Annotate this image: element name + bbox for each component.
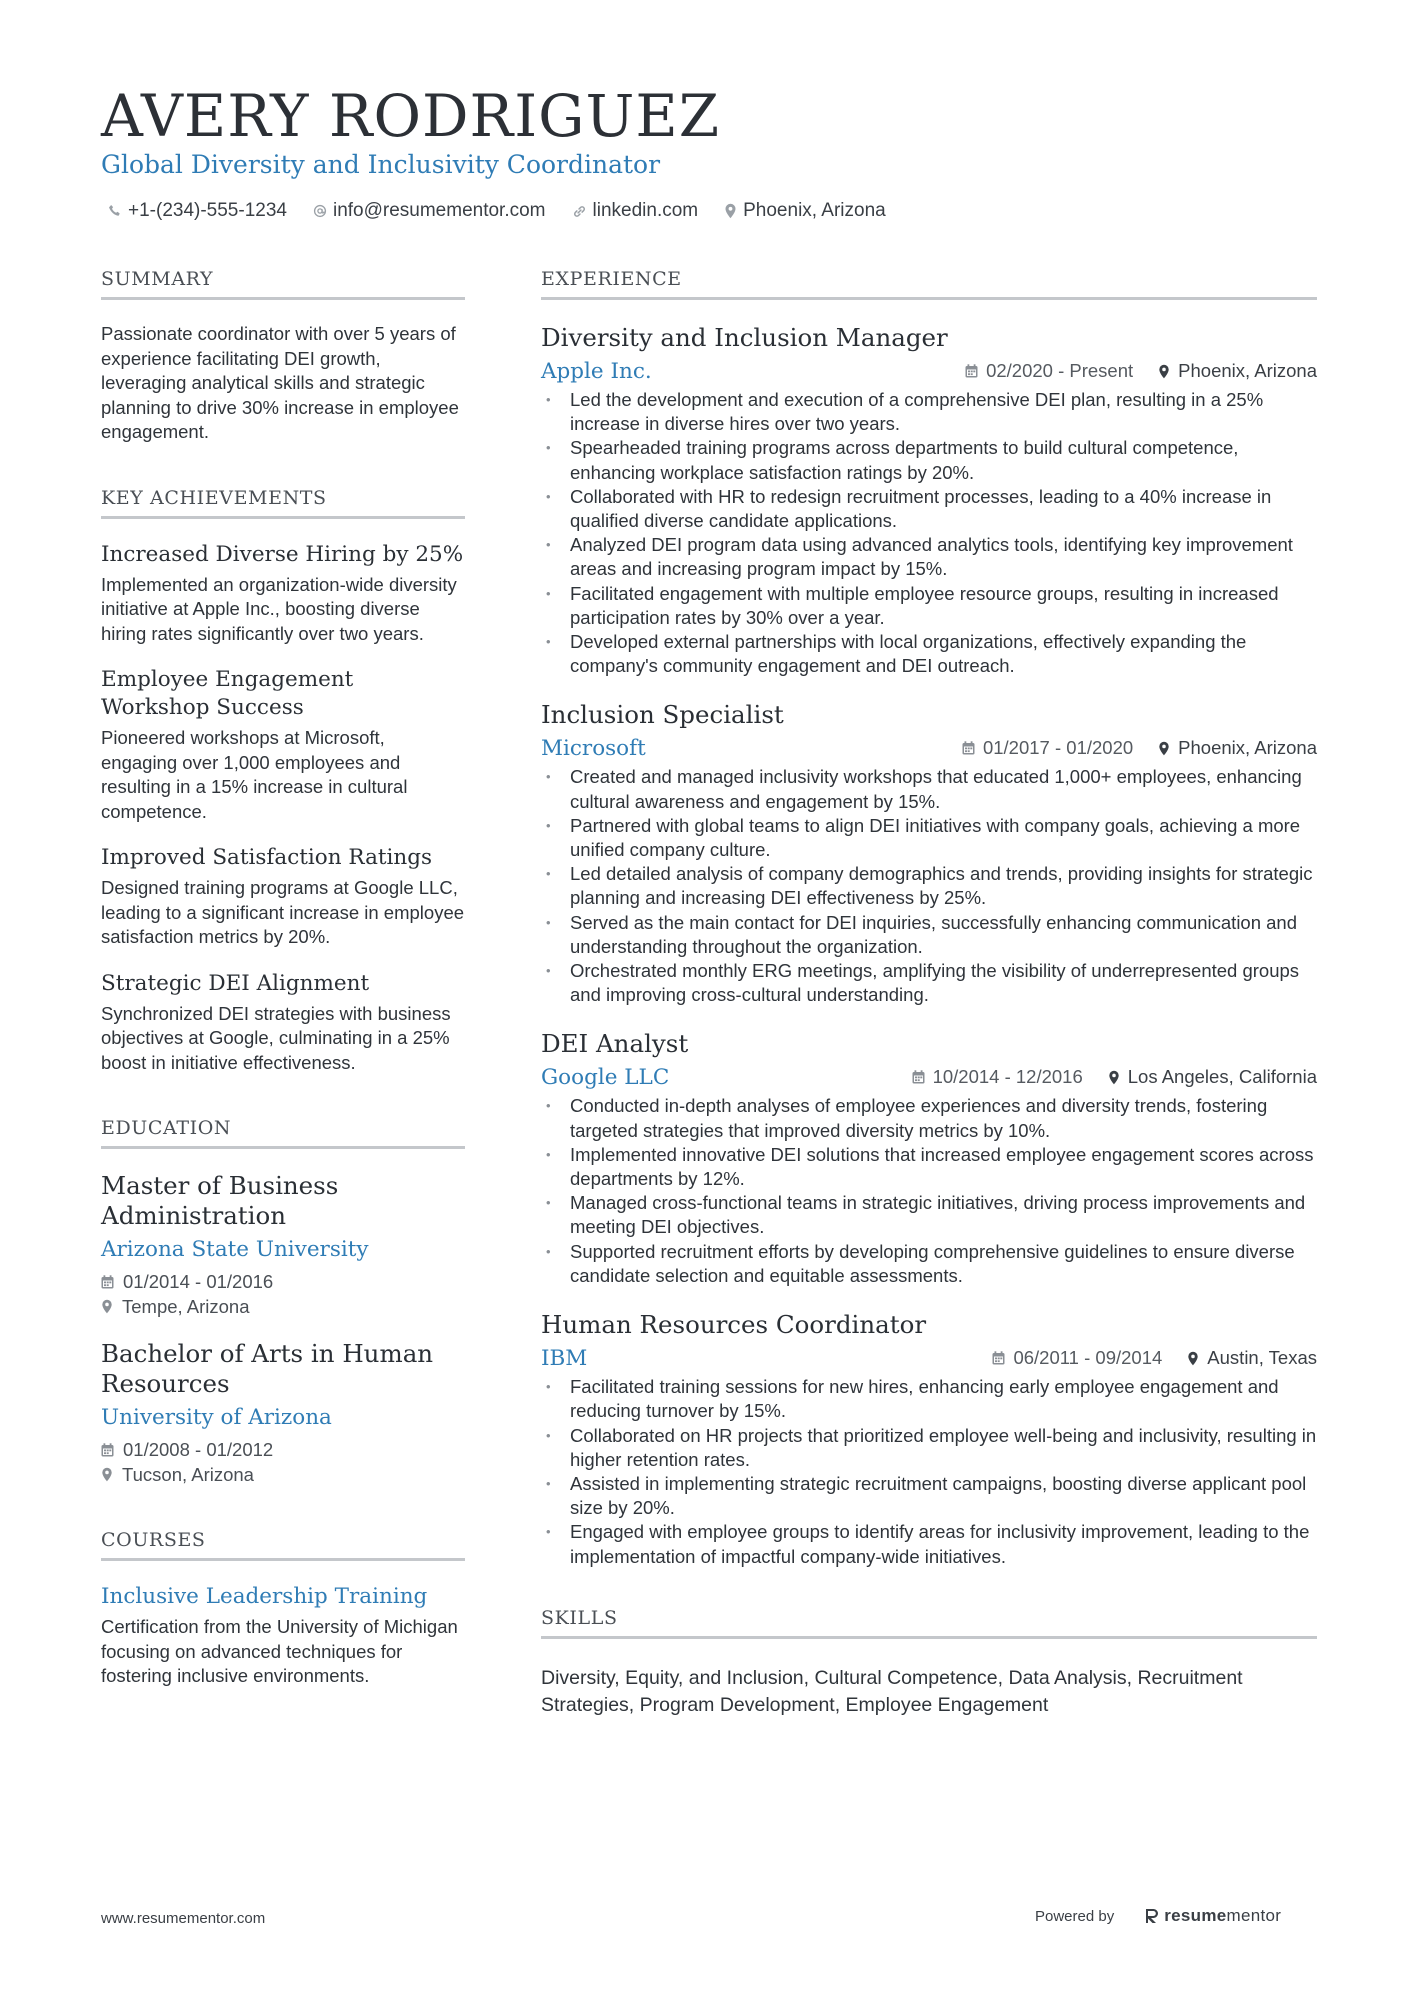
- job-dates: [992, 1347, 1162, 1369]
- achievement-title: Employee Engagement Workshop Success: [101, 667, 354, 720]
- skills-section: [541, 1607, 1317, 1719]
- job-location: [1158, 737, 1317, 759]
- job-bullet: • Spearheaded training programs across departments to build cultural competence, enhancing workplace satisfaction ratings by 20%.: [541, 436, 1317, 484]
- courses-heading: COURSES: [101, 1529, 465, 1561]
- job-location-text: Los Angeles, California: [1127, 1066, 1317, 1088]
- job-subheader: [541, 1063, 1317, 1091]
- contact-location: [724, 200, 886, 222]
- location-pin-icon: [101, 1299, 113, 1314]
- contact-location-text: Phoenix, Arizona: [743, 200, 886, 221]
- calendar-icon: [912, 1070, 925, 1084]
- education-heading: EDUCATION: [101, 1117, 465, 1149]
- job-meta: [912, 1066, 1317, 1088]
- calendar-icon: [962, 741, 975, 755]
- contact-linkedin-text: linkedin.com: [592, 200, 699, 221]
- location-pin-icon: [724, 203, 737, 219]
- education-item: [101, 1171, 465, 1319]
- summary-heading: SUMMARY: [101, 268, 465, 300]
- job-location: [1108, 1066, 1317, 1088]
- brand-name-bold: resume: [1164, 1906, 1227, 1925]
- job-bullet: • Facilitated engagement with multiple employee resource groups, resulting in increased participation rates by 30% over a year.: [541, 582, 1317, 630]
- job-company: Apple Inc.: [541, 358, 652, 384]
- job-bullet: • Created and managed inclusivity workshops that educated 1,000+ employees, enhancing cultural awareness and engagement by 15%.: [541, 765, 1317, 813]
- job-dates-text: 01/2017 - 01/2020: [982, 737, 1134, 759]
- location-pin-icon: [1187, 1351, 1199, 1366]
- footer-branding: [1035, 1906, 1281, 1926]
- achievement-title: Increased Diverse Hiring by 25%: [101, 541, 464, 567]
- job-title: DEI Analyst: [541, 1029, 689, 1059]
- job-bullet: • Led the development and execution of a comprehensive DEI plan, resulting in a 25% increase in diverse hires over two years.: [541, 388, 1317, 436]
- achievement-desc: Synchronized DEI strategies with business objectives at Google, culminating in a 25% boost in initiative effectiveness.: [101, 1002, 451, 1073]
- job-dates: [962, 737, 1133, 759]
- candidate-name: AVERY RODRIGUEZ: [101, 82, 720, 150]
- job-bullet: • Managed cross-functional teams in strategic initiatives, driving process improvements and meeting DEI objectives.: [541, 1191, 1317, 1239]
- achievement-desc: Designed training programs at Google LLC, leading to a significant increase in employee satisfaction metrics by 20%.: [101, 877, 465, 947]
- job-bullet: • Partnered with global teams to align DEI initiatives with company goals, achieving a more unified company culture.: [541, 814, 1317, 862]
- calendar-icon: [965, 364, 978, 378]
- job-bullet: • Conducted in-depth analyses of employee experiences and diversity trends, fostering targeted strategies that improved diversity metrics by 10%.: [541, 1094, 1317, 1142]
- contact-phone-text: +1-(234)-555-1234: [128, 200, 287, 221]
- at-icon: [313, 204, 327, 218]
- contact-linkedin[interactable]: [572, 200, 699, 222]
- education-dates-text: 01/2008 - 01/2012: [123, 1439, 274, 1460]
- achievement-item: [101, 970, 465, 1076]
- job-subheader: [541, 1344, 1317, 1372]
- achievement-desc: Implemented an organization-wide diversity initiative at Apple Inc., boosting diverse hiring rates significantly over two years.: [101, 573, 457, 644]
- job-entry: [541, 699, 1317, 1007]
- location-pin-icon: [1158, 364, 1170, 379]
- job-location-text: Austin, Texas: [1207, 1347, 1317, 1369]
- job-entry: [541, 1028, 1317, 1288]
- course-item: [101, 1583, 465, 1689]
- achievement-item: [101, 666, 465, 824]
- calendar-icon: [992, 1351, 1005, 1365]
- left-column: [101, 268, 465, 1689]
- footer-website-link[interactable]: www.resumementor.com: [101, 1910, 266, 1927]
- job-company: IBM: [541, 1345, 588, 1371]
- skills-text: Diversity, Equity, and Inclusion, Cultural Competence, Data Analysis, Recruitment Strategies, Program Development, Employee Engagement: [541, 1666, 1243, 1716]
- job-subheader: [541, 357, 1317, 385]
- job-dates-text: 06/2011 - 09/2014: [1013, 1347, 1163, 1369]
- location-pin-icon: [1158, 741, 1170, 756]
- job-bullet: • Served as the main contact for DEI inquiries, successfully enhancing communication and understanding throughout the organization.: [541, 911, 1317, 959]
- job-dates: [912, 1066, 1083, 1088]
- job-bullet: • Implemented innovative DEI solutions that increased employee engagement scores across departments by 12%.: [541, 1143, 1317, 1191]
- course-title: Inclusive Leadership Training: [101, 1584, 428, 1609]
- job-bullet: • Engaged with employee groups to identify areas for inclusivity improvement, leading to the implementation of impactful company-wide initiatives.: [541, 1520, 1317, 1568]
- brand-name-light: mentor: [1226, 1906, 1282, 1925]
- education-location-text: Tempe, Arizona: [122, 1296, 250, 1317]
- job-location-text: Phoenix, Arizona: [1178, 360, 1317, 381]
- job-dates-text: 10/2014 - 12/2016: [932, 1066, 1083, 1088]
- job-bullet: • Collaborated on HR projects that prioritized employee well-being and inclusivity, resulting in higher retention rates.: [541, 1424, 1317, 1472]
- education-degree: Master of Business Administration: [101, 1171, 339, 1230]
- job-bullet: • Facilitated training sessions for new hires, enhancing early employee engagement and reducing turnover by 15%.: [541, 1375, 1317, 1423]
- contact-phone[interactable]: [108, 200, 287, 222]
- calendar-icon: [101, 1443, 114, 1457]
- education-dates-text: 01/2014 - 01/2016: [123, 1271, 274, 1292]
- education-section: [101, 1117, 465, 1487]
- powered-by-label: Powered by: [1035, 1907, 1115, 1925]
- job-bullets: [541, 1375, 1317, 1569]
- contact-bar: [108, 200, 912, 222]
- job-meta: [965, 360, 1317, 382]
- achievements-section: [101, 487, 465, 1076]
- job-location: [1158, 360, 1317, 382]
- job-bullets: [541, 388, 1317, 678]
- job-location-text: Phoenix, Arizona: [1178, 737, 1317, 759]
- resumementor-logo-icon: [1144, 1907, 1160, 1925]
- job-title: Diversity and Inclusion Manager: [541, 323, 948, 352]
- skills-heading: SKILLS: [541, 1607, 1317, 1639]
- phone-icon: [108, 204, 122, 218]
- link-icon: [572, 204, 587, 219]
- calendar-icon: [101, 1275, 114, 1289]
- achievement-title: Strategic DEI Alignment: [101, 970, 370, 996]
- courses-section: [101, 1529, 465, 1689]
- job-meta: [992, 1347, 1317, 1369]
- education-location: [101, 1462, 465, 1487]
- job-bullet: • Led detailed analysis of company demographics and trends, providing insights for strategic planning and increasing DEI effectiveness by 25%.: [541, 862, 1317, 910]
- achievement-desc: Pioneered workshops at Microsoft, engaging over 1,000 employees and resulting in a 15% increase in cultural competence.: [101, 727, 408, 822]
- summary-section: [101, 268, 465, 445]
- job-subheader: [541, 734, 1317, 762]
- job-meta: [962, 737, 1317, 759]
- job-bullets: [541, 1094, 1317, 1288]
- education-location: [101, 1294, 465, 1319]
- education-item: [101, 1339, 465, 1487]
- achievements-heading: KEY ACHIEVEMENTS: [101, 487, 465, 519]
- job-title: Human Resources Coordinator: [541, 1310, 927, 1340]
- job-bullet: • Orchestrated monthly ERG meetings, amplifying the visibility of underrepresented groups and improving cross-cultural understanding.: [541, 959, 1317, 1007]
- education-school: University of Arizona: [101, 1405, 332, 1430]
- job-company: Google LLC: [541, 1064, 670, 1090]
- summary-text: Passionate coordinator with over 5 years of experience facilitating DEI growth, leveraging analytical skills and strategic planning to drive 30% increase in employee engagement.: [101, 323, 459, 442]
- achievement-item: [101, 541, 465, 647]
- job-bullet: • Assisted in implementing strategic recruitment campaigns, boosting diverse applicant pool size by 20%.: [541, 1472, 1317, 1520]
- candidate-headline: Global Diversity and Inclusivity Coordinator: [101, 150, 661, 179]
- job-entry: [541, 322, 1317, 678]
- job-bullet: • Supported recruitment efforts by developing comprehensive guidelines to ensure diverse candidate selection and equitable assessments.: [541, 1240, 1317, 1288]
- contact-email-text: info@resumementor.com: [332, 200, 546, 221]
- education-dates: [101, 1269, 465, 1294]
- brand-logo[interactable]: [1144, 1906, 1281, 1926]
- job-bullet: • Developed external partnerships with local organizations, effectively expanding the company's community engagement and DEI outreach.: [541, 630, 1317, 678]
- experience-heading: EXPERIENCE: [541, 268, 1317, 300]
- education-degree: Bachelor of Arts in Human Resources: [101, 1339, 434, 1398]
- job-company: Microsoft: [541, 735, 646, 761]
- job-dates: [965, 360, 1133, 382]
- right-column: [541, 268, 1317, 1719]
- job-bullets: [541, 765, 1317, 1007]
- job-title: Inclusion Specialist: [541, 700, 784, 730]
- achievement-item: [101, 844, 465, 950]
- job-dates-text: 02/2020 - Present: [986, 360, 1134, 381]
- location-pin-icon: [101, 1467, 113, 1482]
- achievement-title: Improved Satisfaction Ratings: [101, 845, 433, 870]
- experience-section: [541, 268, 1317, 1569]
- contact-email[interactable]: [313, 200, 546, 222]
- location-pin-icon: [1108, 1070, 1120, 1085]
- education-dates: [101, 1437, 465, 1462]
- job-bullet: • Collaborated with HR to redesign recruitment processes, leading to a 40% increase in qualified diverse candidate applications.: [541, 485, 1317, 533]
- job-entry: [541, 1309, 1317, 1569]
- job-bullet: • Analyzed DEI program data using advanced analytics tools, identifying key improvement areas and increasing program impact by 15%.: [541, 533, 1317, 581]
- job-location: [1187, 1347, 1317, 1369]
- course-desc: Certification from the University of Michigan focusing on advanced techniques for fostering inclusive environments.: [101, 1616, 458, 1686]
- education-school: Arizona State University: [101, 1237, 369, 1262]
- education-location-text: Tucson, Arizona: [122, 1464, 254, 1485]
